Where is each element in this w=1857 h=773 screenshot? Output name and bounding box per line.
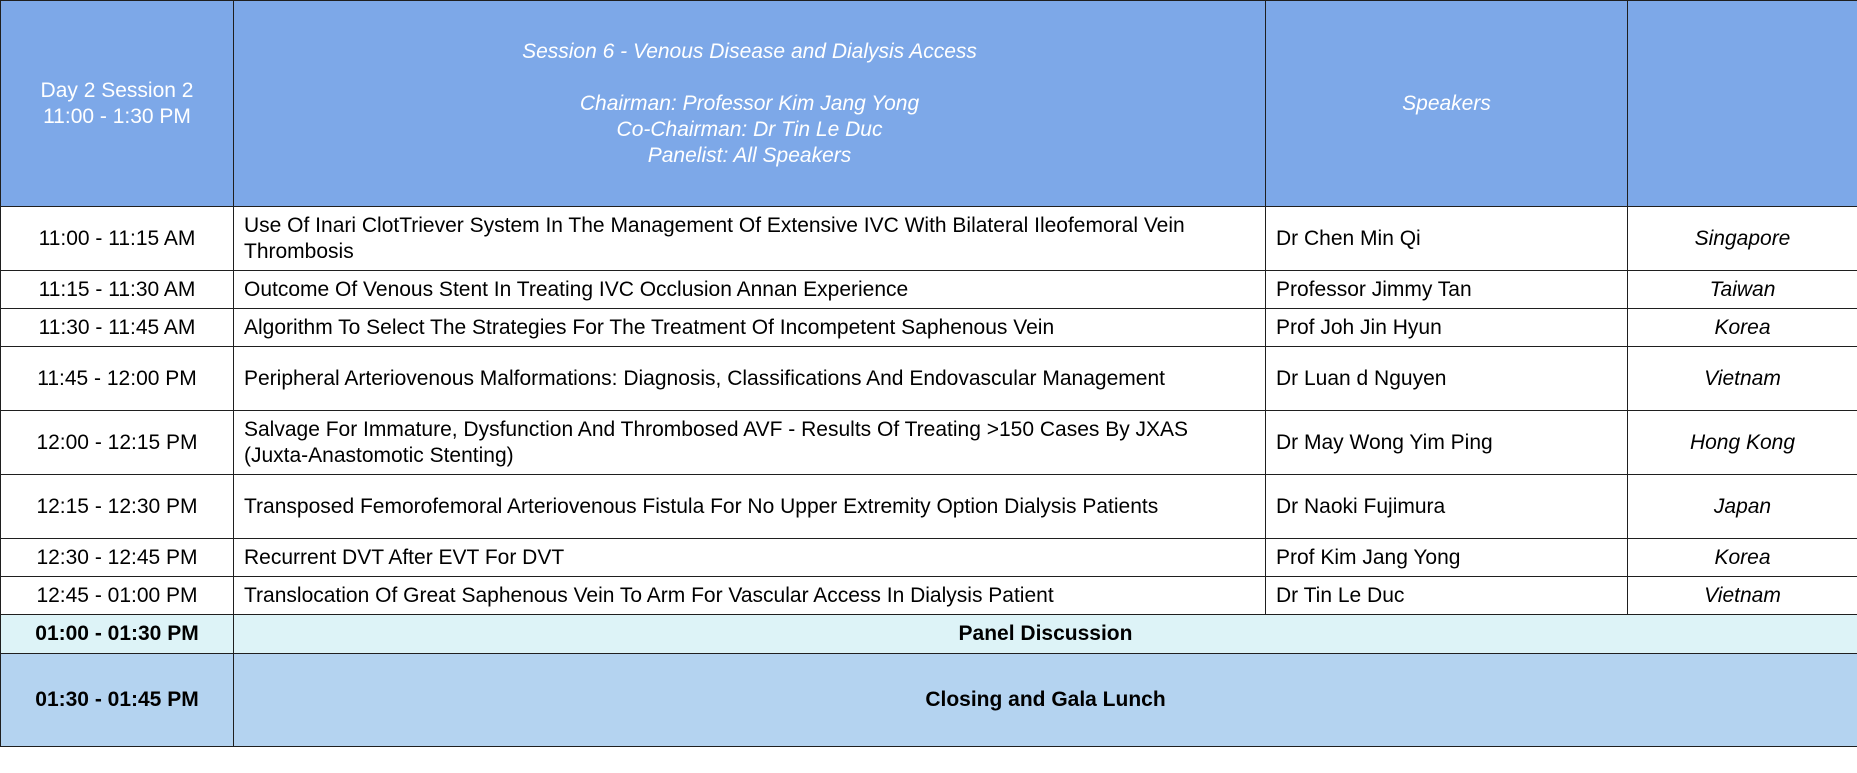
speaker-cell: Dr Tin Le Duc [1266, 577, 1628, 615]
panel-discussion-row [1, 615, 1857, 654]
topic-cell: Transposed Femorofemoral Arteriovenous Fistula For No Upper Extremity Option Dialysis Patients [234, 475, 1266, 539]
topic-cell: Algorithm To Select The Strategies For The Treatment Of Incompetent Saphenous Vein [234, 309, 1266, 347]
day-session-label: Day 2 Session 2 [40, 78, 194, 102]
speaker-cell: Dr May Wong Yim Ping [1266, 411, 1628, 475]
country-cell: Hong Kong [1628, 411, 1857, 475]
time-cell: 12:00 - 12:15 PM [1, 411, 234, 475]
table-row [1, 577, 1857, 615]
table-row [1, 207, 1857, 271]
country-cell: Singapore [1628, 207, 1857, 271]
time-cell: 12:45 - 01:00 PM [1, 577, 234, 615]
session-title: Session 6 - Venous Disease and Dialysis Access [522, 39, 977, 63]
time-cell: 12:30 - 12:45 PM [1, 539, 234, 577]
table-row [1, 475, 1857, 539]
speaker-cell: Prof Kim Jang Yong [1266, 539, 1628, 577]
table-row [1, 539, 1857, 577]
day-session-time: 11:00 - 1:30 PM [43, 104, 191, 128]
table-row [1, 347, 1857, 411]
time-cell: 12:15 - 12:30 PM [1, 475, 234, 539]
topic-cell: Outcome Of Venous Stent In Treating IVC Occlusion Annan Experience [234, 271, 1266, 309]
topic-cell: Translocation Of Great Saphenous Vein To Arm For Vascular Access In Dialysis Patient [234, 577, 1266, 615]
country-header [1628, 1, 1857, 207]
country-cell: Vietnam [1628, 347, 1857, 411]
time-cell: 11:30 - 11:45 AM [1, 309, 234, 347]
country-cell: Korea [1628, 539, 1857, 577]
table-row [1, 309, 1857, 347]
speaker-cell: Prof Joh Jin Hyun [1266, 309, 1628, 347]
topic-cell: Use Of Inari ClotTriever System In The Management Of Extensive IVC With Bilateral Ileofemoral Vein Thrombosis [234, 207, 1266, 271]
closing-label: Closing and Gala Lunch [234, 654, 1857, 747]
speaker-cell: Dr Naoki Fujimura [1266, 475, 1628, 539]
header-row [1, 1, 1857, 207]
time-cell: 11:45 - 12:00 PM [1, 347, 234, 411]
topic-cell: Salvage For Immature, Dysfunction And Thrombosed AVF - Results Of Treating >150 Cases By JXAS (Juxta-Anastomotic Stenting) [234, 411, 1266, 475]
closing-row [1, 654, 1857, 747]
table-row [1, 271, 1857, 309]
panel-time-cell: 01:00 - 01:30 PM [1, 615, 234, 654]
country-cell: Taiwan [1628, 271, 1857, 309]
panel-discussion-label: Panel Discussion [234, 615, 1857, 654]
co-chairman-label: Co-Chairman: Dr Tin Le Duc [616, 117, 883, 141]
panelist-label: Panelist: All Speakers [647, 143, 852, 167]
country-cell: Vietnam [1628, 577, 1857, 615]
day-session-cell [1, 1, 234, 207]
speaker-cell: Professor Jimmy Tan [1266, 271, 1628, 309]
country-cell: Korea [1628, 309, 1857, 347]
session-info-cell [234, 1, 1266, 207]
table-row [1, 411, 1857, 475]
closing-time-cell: 01:30 - 01:45 PM [1, 654, 234, 747]
topic-cell: Recurrent DVT After EVT For DVT [234, 539, 1266, 577]
topic-cell: Peripheral Arteriovenous Malformations: Diagnosis, Classifications And Endovascular Management [234, 347, 1266, 411]
speakers-header: Speakers [1266, 1, 1628, 207]
time-cell: 11:00 - 11:15 AM [1, 207, 234, 271]
speaker-cell: Dr Chen Min Qi [1266, 207, 1628, 271]
country-cell: Japan [1628, 475, 1857, 539]
speaker-cell: Dr Luan d Nguyen [1266, 347, 1628, 411]
chairman-label: Chairman: Professor Kim Jang Yong [579, 91, 920, 115]
time-cell: 11:15 - 11:30 AM [1, 271, 234, 309]
